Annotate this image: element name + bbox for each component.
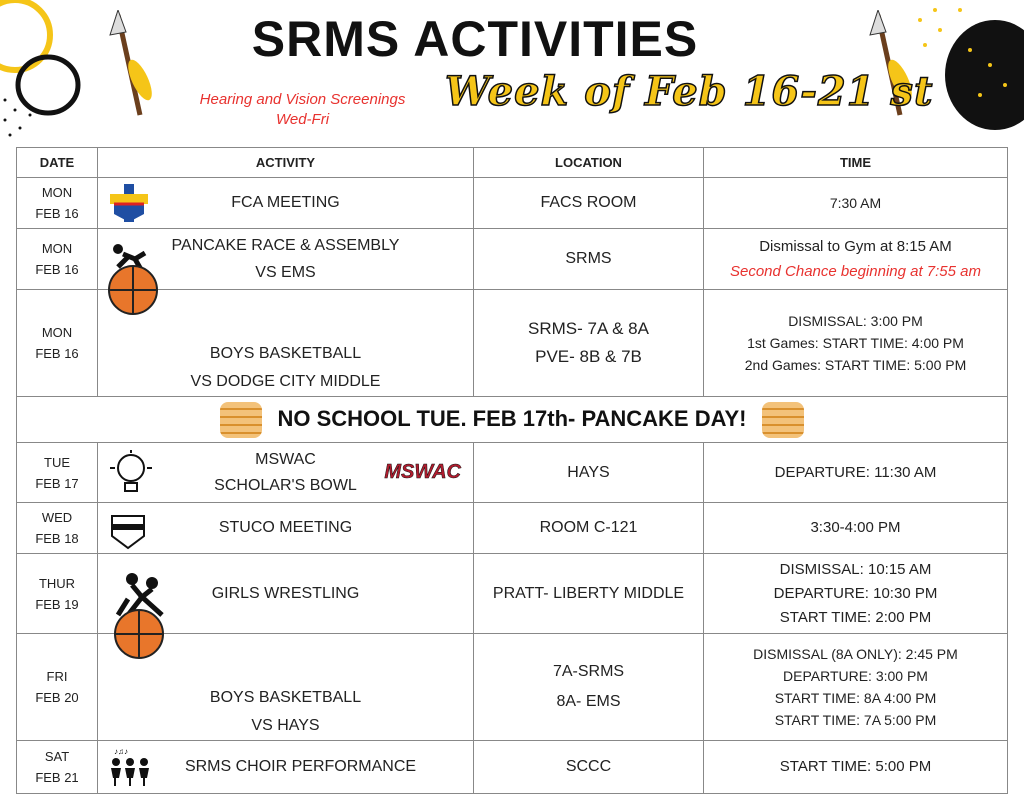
time-line: DEPARTURE: 3:00 PM [783,668,928,684]
activity-cell [98,634,474,741]
location-cell: FACS ROOM [474,178,704,229]
activity-name: GIRLS WRESTLING [211,584,360,602]
time-line: START TIME: 7A 5:00 PM [774,712,937,728]
location-cell: SCCC [474,741,704,794]
week-heading: Week of Feb 16-21 st [445,68,934,115]
student-council-icon [108,506,148,550]
time-line: START TIME: 8A 4:00 PM [774,690,937,706]
table-header-row [17,148,1008,178]
date-cell [17,741,98,794]
date-cell [17,229,98,290]
fca-logo-icon [108,182,150,224]
day: MON [41,325,73,340]
activity-name: BOYS BASKETBALL [209,689,362,706]
day: SAT [44,749,70,764]
time-cell [704,229,1008,290]
no-school-banner [17,397,1008,443]
table-row [17,178,1008,229]
column-header: LOCATION [474,148,704,178]
location-line: PVE- 8B & 7B [535,347,642,366]
time-cell: START TIME: 5:00 PM [704,741,1008,794]
no-school-banner-row [17,397,1008,443]
table-row [17,741,1008,794]
time-cell: 3:30-4:00 PM [704,503,1008,554]
activity-cell [98,443,474,503]
lightbulb-brain-icon [108,450,154,496]
time-line: DEPARTURE: 10:30 PM [773,584,938,602]
activity-name: FCA MEETING [231,194,340,211]
date: FEB 21 [35,770,79,785]
location-line: SRMS- 7A & 8A [528,319,649,338]
activity-name: SRMS CHOIR PERFORMANCE [184,758,417,775]
location-cell: SRMS [474,229,704,290]
activity-cell [98,290,474,397]
activity-name: STUCO MEETING [218,519,353,536]
activity-opponent: VS HAYS [251,717,320,734]
time-line: 2nd Games: START TIME: 5:00 PM [744,357,967,373]
time-cell: DEPARTURE: 11:30 AM [704,443,1008,503]
location-cell [474,634,704,741]
choir-icon [108,746,152,788]
time-line: START TIME: 2:00 PM [779,608,932,626]
activity-name: MSWAC [255,450,316,468]
activity-name: BOYS BASKETBALL [209,345,362,362]
location-line: 7A-SRMS [552,663,625,680]
activity-cell [98,741,474,794]
time-line: 1st Games: START TIME: 4:00 PM [747,335,964,351]
date-cell [17,178,98,229]
date: FEB 20 [35,690,79,705]
day: TUE [44,454,70,470]
column-header: DATE [17,148,98,178]
time-line: Dismissal to Gym at 8:15 AM [759,238,952,255]
basketball-icon [114,609,164,659]
day: FRI [46,669,68,684]
svg-text:♪♫♪: ♪♫♪ [114,747,128,756]
column-header: TIME [704,148,1008,178]
date: FEB 18 [35,531,79,546]
activity-opponent: VS EMS [255,264,316,281]
day: MON [41,241,73,256]
table-row [17,443,1008,503]
basketball-icon [108,265,158,315]
location-cell: ROOM C-121 [474,503,704,554]
activity-cell [98,503,474,554]
time-note: Second Chance beginning at 7:55 am [729,263,981,280]
date: FEB 16 [35,346,79,361]
location-line: 8A- EMS [556,693,621,710]
time-cell: 7:30 AM [704,178,1008,229]
activity-name-line-2: SCHOLAR'S BOWL [214,476,357,494]
activity-opponent: VS DODGE CITY MIDDLE [190,373,381,390]
day: WED [41,510,73,525]
time-line: DISMISSAL (8A ONLY): 2:45 PM [753,646,958,662]
date-cell [17,443,98,503]
date: FEB 19 [35,596,79,612]
table-row [17,634,1008,741]
time-cell [704,554,1008,634]
page-title: SRMS ACTIVITIES [251,11,699,67]
day: MON [41,185,73,200]
date-cell [17,503,98,554]
date: FEB 16 [35,206,79,221]
table-row [17,503,1008,554]
mswac-logo: MSWAC [384,461,461,483]
time-cell [704,290,1008,397]
date: FEB 16 [35,262,79,277]
location-cell: HAYS [474,443,704,503]
note-line-1: Hearing and Vision Screenings [199,91,406,108]
time-line: DISMISSAL: 10:15 AM [779,560,932,578]
activity-cell [98,178,474,229]
note-line-2: Wed-Fri [275,111,330,128]
time-cell [704,634,1008,741]
table-row [17,290,1008,397]
date: FEB 17 [35,475,79,491]
day: THUR [38,575,76,591]
pancake-icon [220,402,262,438]
date-cell [17,290,98,397]
table-row [17,229,1008,290]
time-line: DISMISSAL: 3:00 PM [788,313,923,329]
column-header: ACTIVITY [98,148,474,178]
banner-text: NO SCHOOL TUE. FEB 17th- PANCAKE DAY! [277,405,747,431]
screening-note [170,90,435,130]
date-cell [17,634,98,741]
table-row [17,554,1008,634]
location-cell: PRATT- LIBERTY MIDDLE [474,554,704,634]
activity-name: PANCAKE RACE & ASSEMBLY [171,237,400,254]
location-cell [474,290,704,397]
date-cell [17,554,98,634]
activities-table [16,147,1008,794]
pancake-icon [762,402,804,438]
